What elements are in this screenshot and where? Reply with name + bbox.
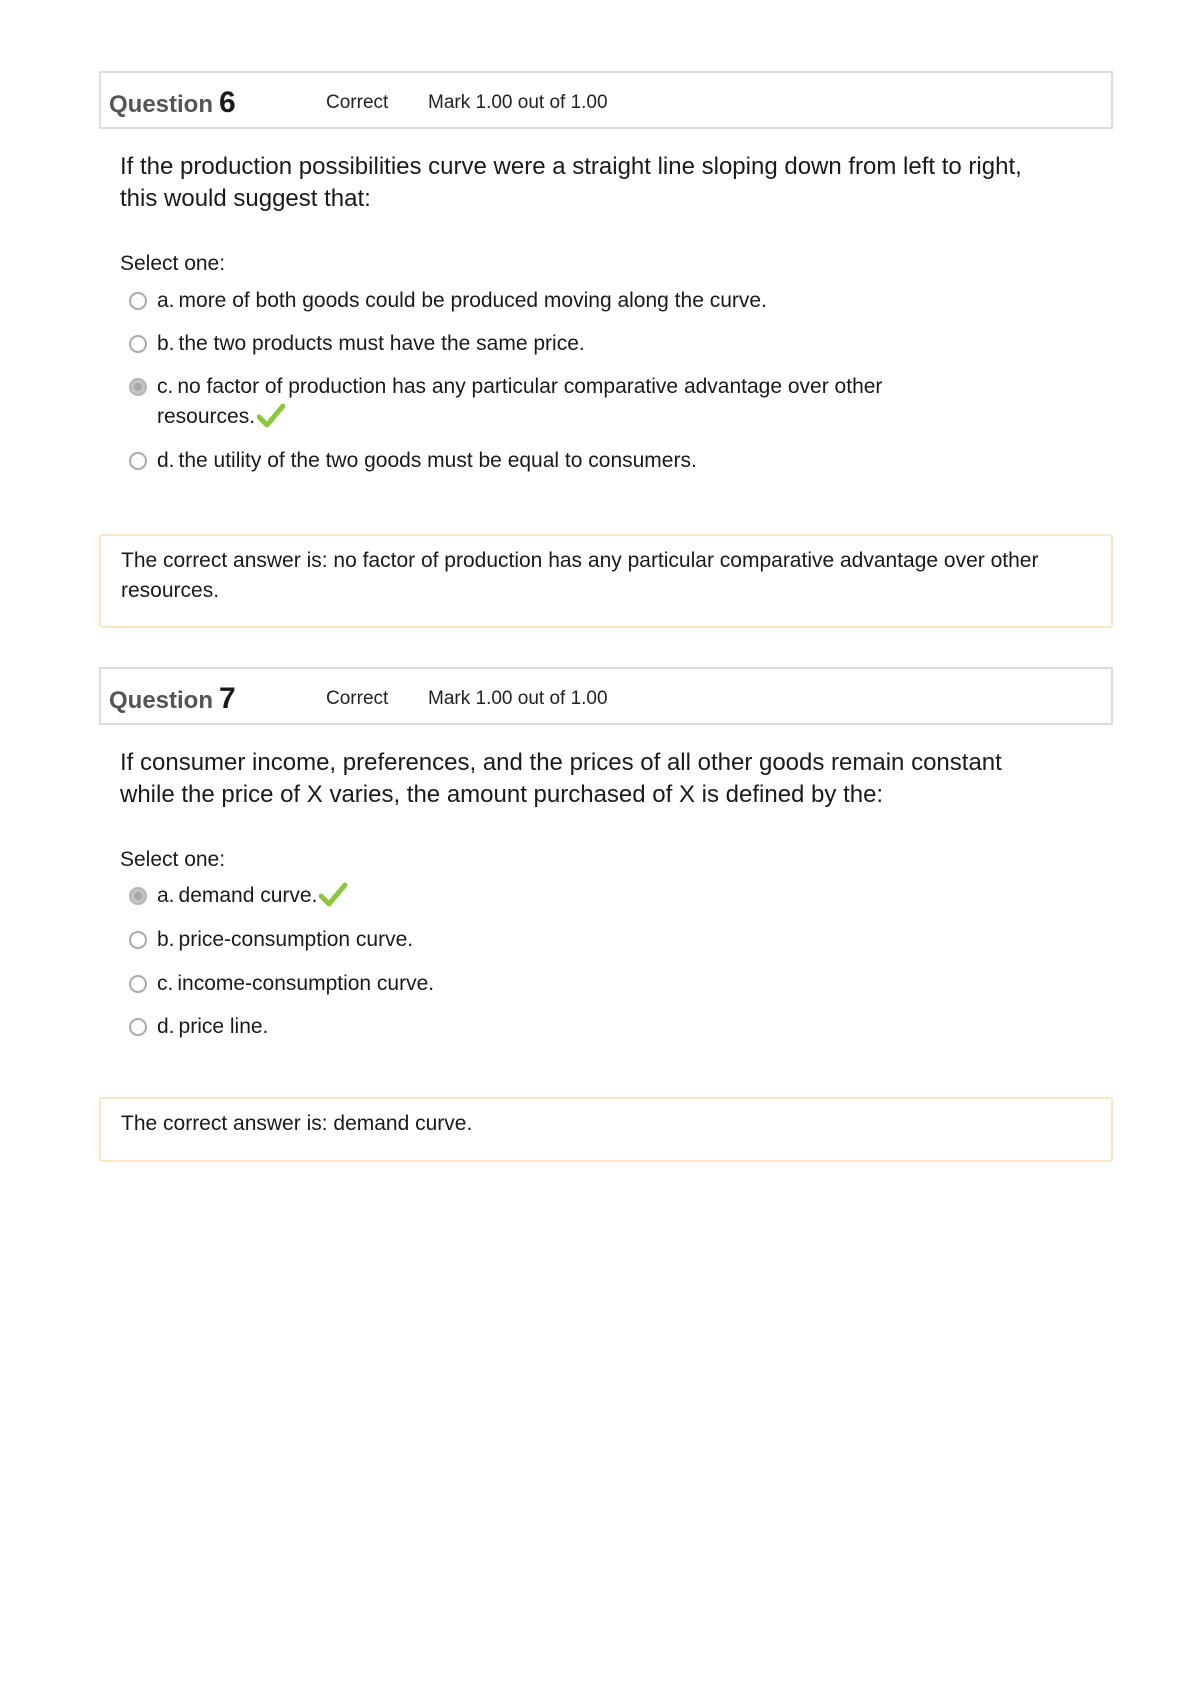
answer-option-d[interactable]: [126, 446, 1026, 476]
feedback-text: The correct answer is: no factor of production has any particular comparative advantage over other resources.: [121, 549, 1039, 602]
question-number: 7: [219, 682, 236, 715]
question-text: If the production possibilities curve were a straight line sloping down from left to right, this would suggest that:: [120, 153, 1022, 212]
question-text: If consumer income, preferences, and the prices of all other goods remain constant while the price of X varies, the amount purchased of X is defined by the:: [120, 749, 1002, 808]
select-one-prompt: Select one:: [120, 848, 226, 871]
question-grade: Mark 1.00 out of 1.00: [428, 688, 608, 709]
answer-option-d[interactable]: [126, 1012, 1026, 1042]
option-letter: b.: [157, 928, 175, 951]
answer-option-b[interactable]: [126, 925, 1026, 955]
check-icon: [319, 882, 347, 908]
radio-selected-icon[interactable]: [129, 887, 147, 905]
option-text: price-consumption curve.: [178, 928, 414, 951]
option-text: demand curve.: [178, 884, 318, 907]
option-text: more of both goods could be produced moving along the curve.: [178, 289, 767, 312]
question-info-7: [99, 667, 1113, 725]
radio-icon[interactable]: [129, 452, 147, 470]
option-text: no factor of production has any particular comparative advantage over other resources.: [157, 375, 883, 428]
radio-icon[interactable]: [129, 931, 147, 949]
question-label: [109, 86, 236, 120]
option-letter: c.: [157, 375, 174, 398]
answer-option-c[interactable]: [126, 372, 1026, 432]
question-state: Correct: [326, 92, 389, 113]
answer-option-a[interactable]: [126, 881, 1026, 911]
select-one-prompt: Select one:: [120, 252, 226, 275]
answer-option-b[interactable]: [126, 329, 1026, 359]
option-text: the utility of the two goods must be equal to consumers.: [178, 449, 697, 472]
option-text: price line.: [178, 1015, 269, 1038]
option-text: the two products must have the same price.: [178, 332, 585, 355]
correct-answer-feedback: [99, 1097, 1113, 1162]
option-letter: d.: [157, 449, 175, 472]
question-grade: Mark 1.00 out of 1.00: [428, 92, 608, 113]
answer-option-a[interactable]: [126, 286, 1026, 316]
question-state: Correct: [326, 688, 389, 709]
radio-icon[interactable]: [129, 292, 147, 310]
radio-icon[interactable]: [129, 1018, 147, 1036]
question-word: Question: [109, 687, 214, 714]
question-label: [109, 682, 236, 716]
option-letter: a.: [157, 289, 175, 312]
option-letter: d.: [157, 1015, 175, 1038]
option-text: income-consumption curve.: [177, 972, 435, 995]
feedback-text: The correct answer is: demand curve.: [121, 1112, 473, 1135]
question-info-6: [99, 71, 1113, 129]
question-number: 6: [219, 86, 236, 119]
radio-icon[interactable]: [129, 335, 147, 353]
question-word: Question: [109, 91, 214, 118]
radio-selected-icon[interactable]: [129, 378, 147, 396]
check-icon: [257, 403, 285, 429]
radio-icon[interactable]: [129, 975, 147, 993]
option-letter: b.: [157, 332, 175, 355]
correct-answer-feedback: [99, 534, 1113, 628]
option-letter: c.: [157, 972, 174, 995]
option-letter: a.: [157, 884, 175, 907]
answer-option-c[interactable]: [126, 969, 1026, 999]
